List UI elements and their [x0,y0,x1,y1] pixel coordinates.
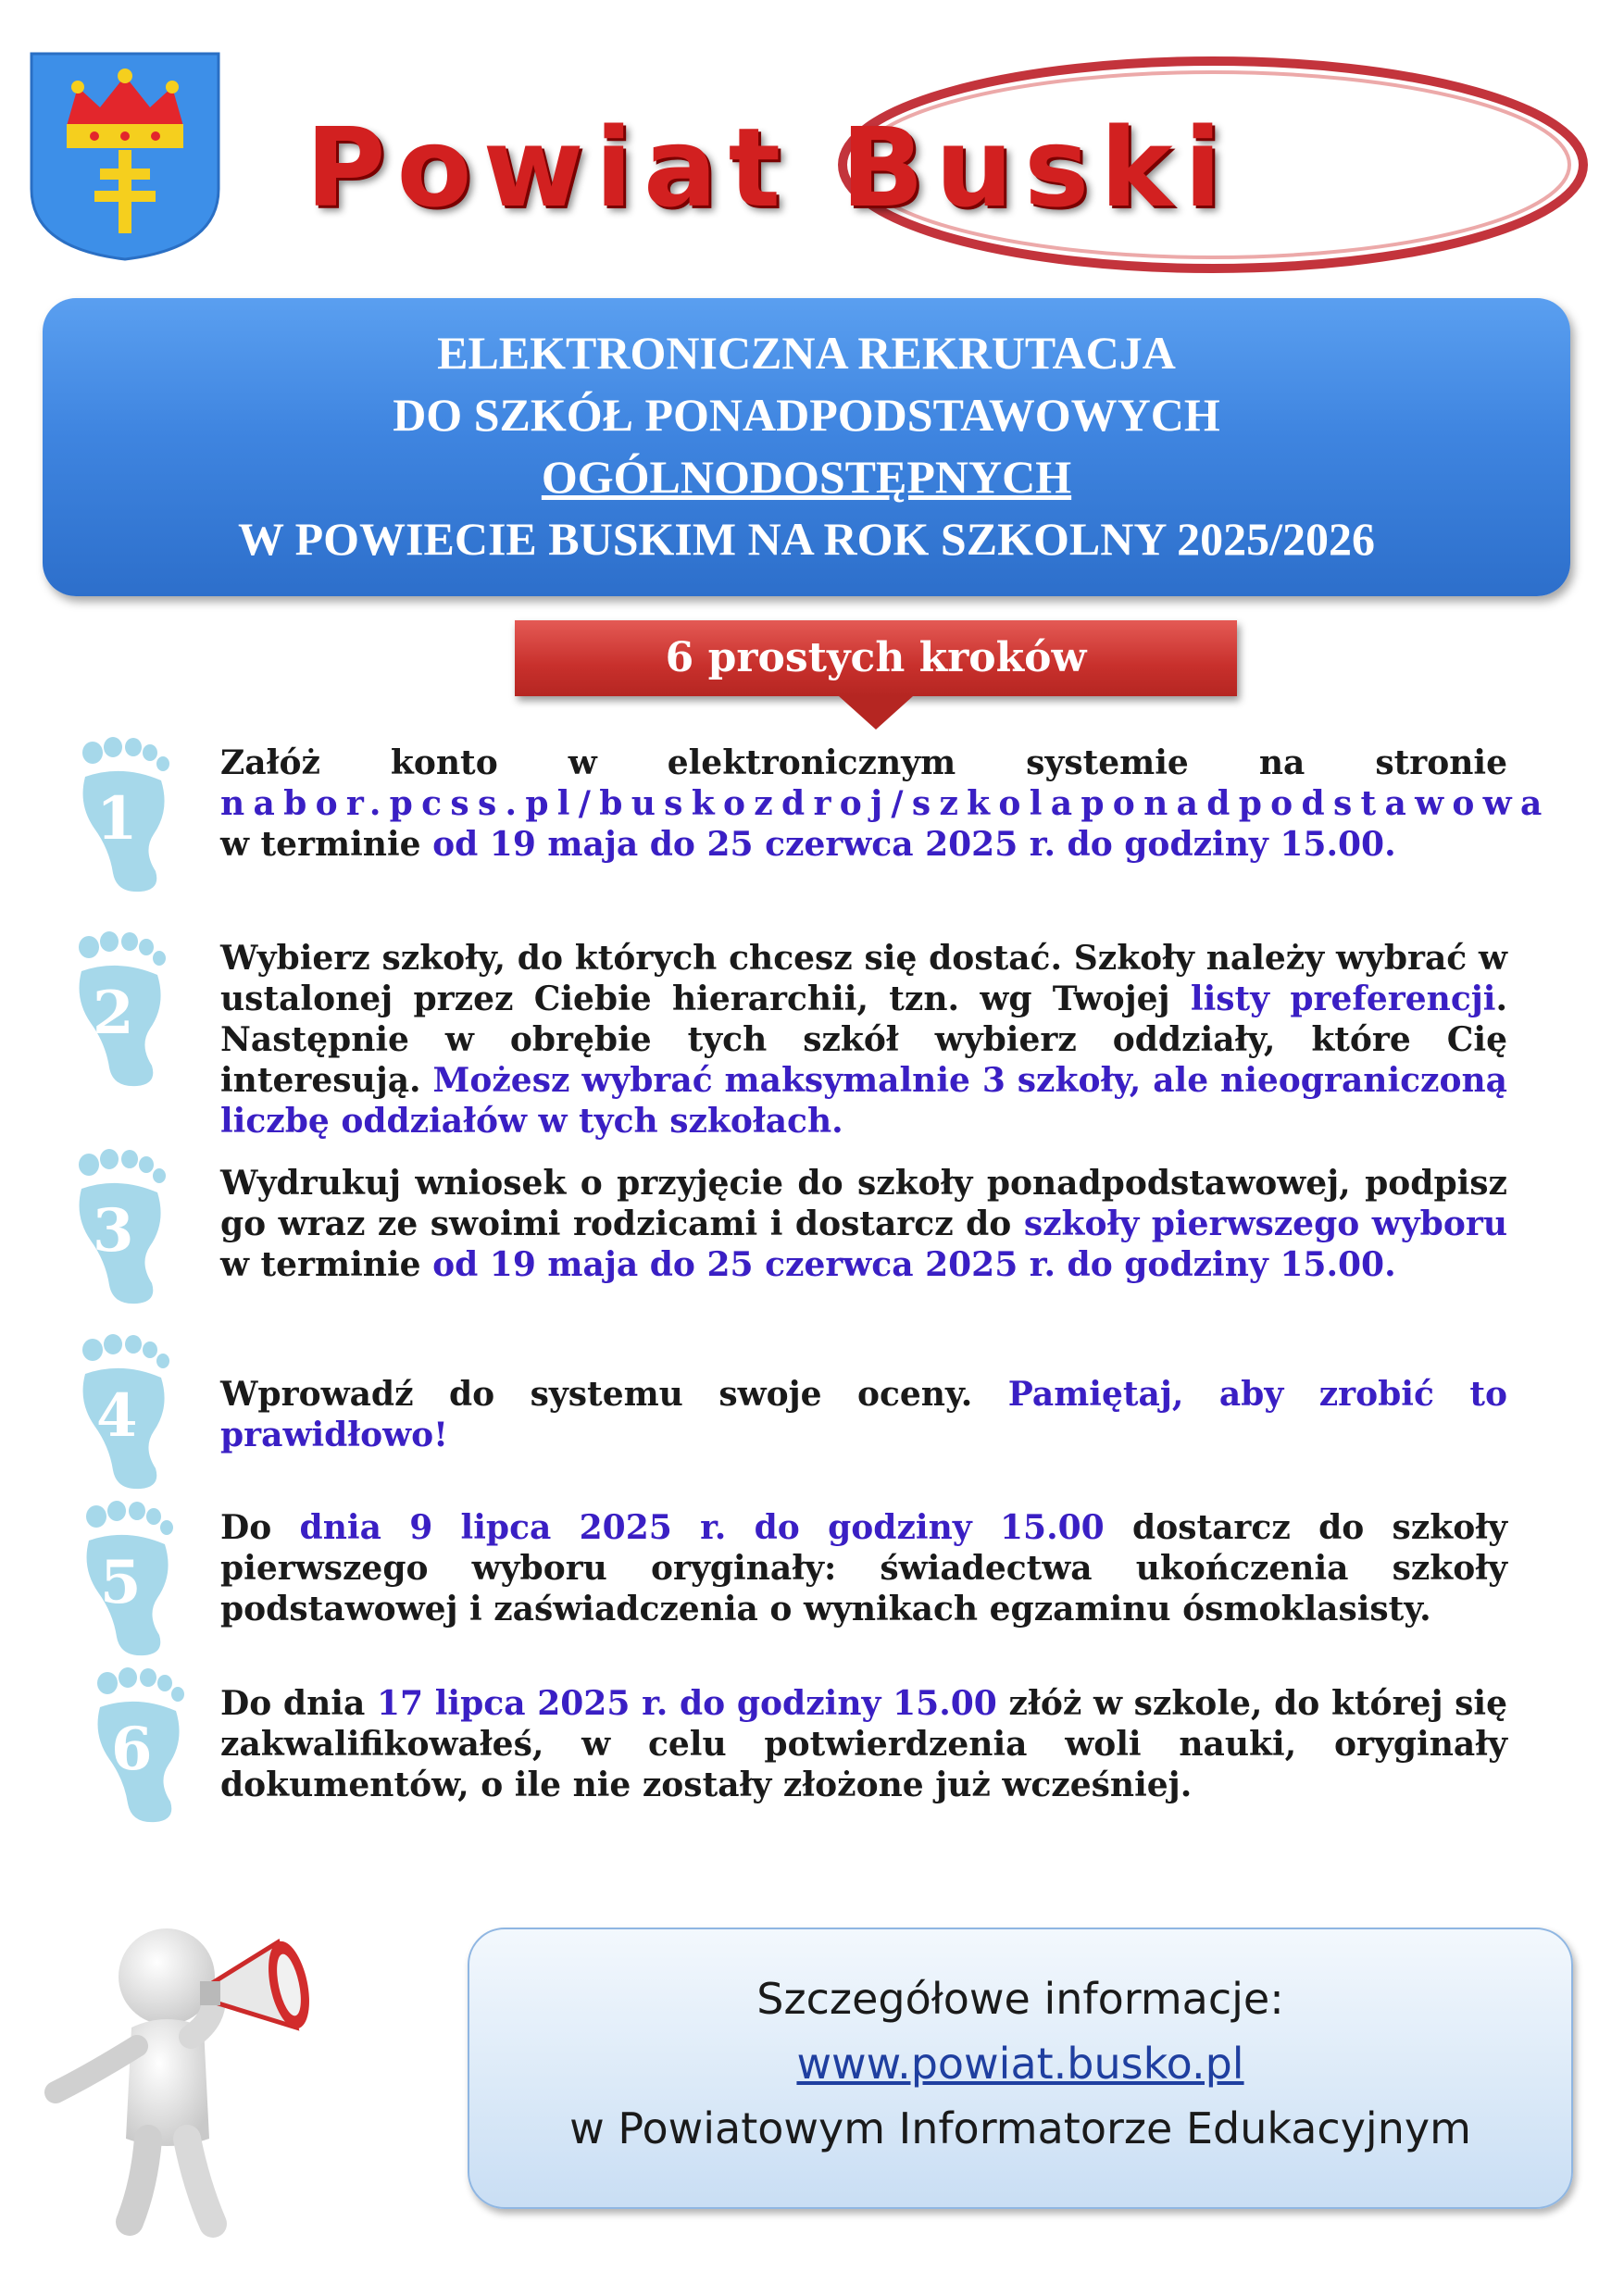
step-number-6: 6 [111,1715,153,1784]
step-1-link[interactable]: nabor.pcss.pl/buskozdroj/szkolaponadpodstawowa [220,784,1551,823]
coat-of-arms-icon [28,50,222,263]
footprint-icon-6 [72,1666,211,1824]
info-source: w Powiatowym Informatorze Edukacyjnym [569,2103,1471,2153]
banner-line-3: OGÓLNODOSTĘPNYCH [541,451,1072,503]
step-6-part-a: Do dnia [220,1684,377,1723]
step-number-3: 3 [93,1196,134,1266]
logo-text: Powiat Buski [306,104,1233,231]
info-callout [468,1928,1573,2209]
footprint-icon-3 [54,1148,193,1305]
powiat-buski-logo [278,56,1593,287]
footprint-icon-1 [57,736,196,893]
step-3-part-c: w terminie [220,1245,433,1284]
steps-tag-arrow [839,696,913,730]
step-5-text [220,1507,1507,1629]
step-1-intro: Załóż konto w elektronicznym systemie na stronie [220,743,1507,782]
step-2-part-a: Wybierz szkoły, do których chcesz się dostać. Szkoły należy wybrać w ustalonej przez Ciebie hierarchii, tzn. wg Twojej [220,939,1507,1018]
step-number-1: 1 [96,784,138,854]
step-2-preferences: listy preferencji [1190,980,1496,1018]
megaphone-figure-icon [28,1889,343,2240]
step-number-2: 2 [93,979,134,1048]
step-5-deadline: dnia 9 lipca 2025 r. do godziny 15.00 [299,1508,1105,1547]
step-3-first-choice: szkoły pierwszego wyboru [1023,1204,1507,1243]
step-3-part-a: Wydrukuj wniosek o przyjęcie do szkoły ponadpodstawowej, podpisz go wraz ze swoimi rodzicami i dostarcz do [220,1164,1507,1243]
step-number-4: 4 [96,1381,138,1451]
step-number-5: 5 [100,1548,142,1617]
step-1-text [220,742,1551,865]
step-5-part-a: Do [220,1508,300,1547]
step-3-deadline: od 19 maja do 25 czerwca 2025 r. do godziny 15.00. [432,1245,1396,1284]
steps-tag: 6 prostych kroków [515,620,1237,696]
step-2-limit: Możesz wybrać maksymalnie 3 szkoły, ale nieograniczoną liczbę oddziałów w tych szkołach. [220,1061,1507,1141]
step-6-deadline: 17 lipca 2025 r. do godziny 15.00 [376,1684,997,1723]
footprint-icon-2 [54,930,193,1088]
step-6-text [220,1683,1507,1805]
info-url-link[interactable]: www.powiat.busko.pl [796,2039,1244,2089]
info-heading: Szczegółowe informacje: [756,1974,1284,2024]
banner-line-2: DO SZKÓŁ PONADPODSTAWOWYCH [393,389,1220,441]
footprint-icon-4 [57,1333,196,1491]
banner-line-1: ELEKTRONICZNA REKRUTACJA [437,327,1176,379]
step-2-text [220,938,1507,1142]
footprint-icon-5 [61,1500,200,1657]
step-3-text [220,1163,1507,1285]
step-4-reminder: Pamiętaj, aby zrobić to prawidłowo! [220,1375,1507,1454]
banner-line-4: W POWIECIE BUSKIM NA ROK SZKOLNY 2025/2026 [238,513,1375,565]
step-1-term: w terminie [220,825,433,864]
step-1-deadline: od 19 maja do 25 czerwca 2025 r. do godziny 15.00. [432,825,1396,864]
step-4-text [220,1374,1507,1455]
step-2-part-c: . Następnie w obrębie tych szkół wybierz oddziały, które Cię interesują. [220,980,1507,1100]
step-4-part-a: Wprowadź do systemu swoje oceny. [220,1375,1008,1414]
title-banner [43,298,1570,596]
step-5-part-c: dostarcz do szkoły pierwszego wyboru oryginały: świadectwa ukończenia szkoły podstawowej i zaświadczenia o wynikach egzaminu ósmoklasisty. [220,1508,1507,1628]
step-6-part-c: złóż w szkole, do której się zakwalifikowałeś, w celu potwierdzenia woli nauki, oryginały dokumentów, o ile nie zostały złożone już wcześniej. [220,1684,1508,1804]
